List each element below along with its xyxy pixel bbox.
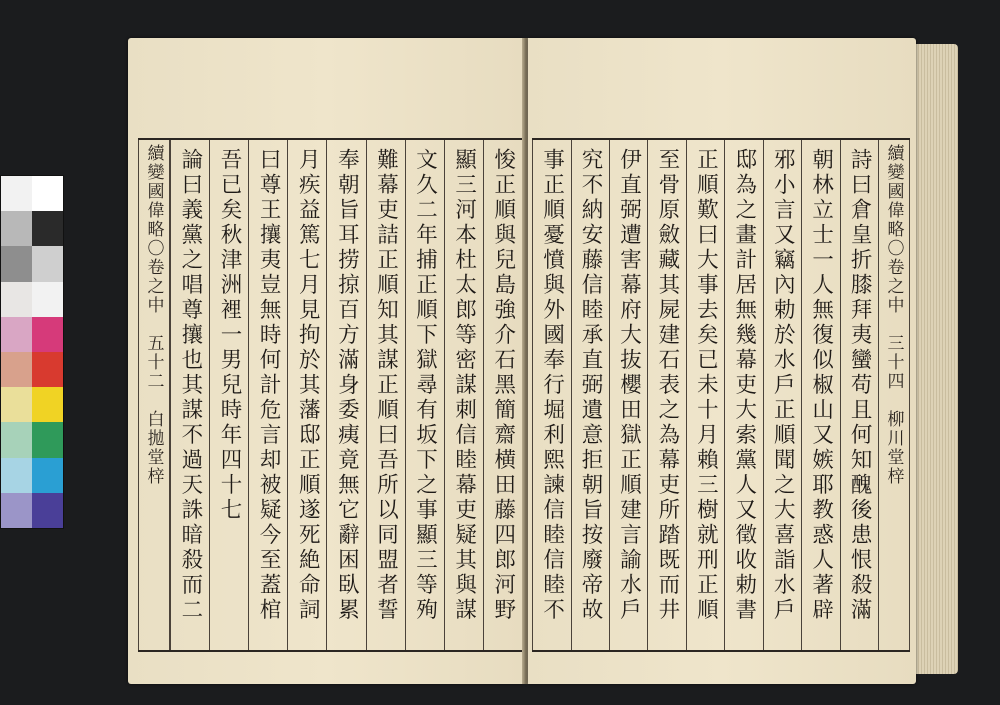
column-text: 難幕吏詰正順知其謀正順曰吾所以同盟者誓	[373, 148, 399, 623]
column-text: 究不納安藤信睦承直弼遺意拒朝旨按廢帝故	[578, 148, 604, 623]
text-column	[405, 140, 444, 650]
text-column	[248, 140, 287, 650]
color-swatch	[32, 176, 63, 211]
text-column	[483, 140, 522, 650]
right-page	[528, 38, 916, 684]
text-column	[840, 140, 878, 650]
color-swatch	[1, 493, 32, 528]
color-swatch	[32, 458, 63, 493]
open-book	[128, 38, 960, 684]
text-column	[366, 140, 405, 650]
banxin-margin	[138, 140, 170, 650]
banxin-margin	[878, 140, 910, 650]
banxin-title: 續變國偉略〇卷之中 三十四 柳川堂梓	[883, 144, 904, 486]
text-column	[647, 140, 685, 650]
color-swatch	[32, 317, 63, 352]
text-column	[763, 140, 801, 650]
column-text: 吾已矣秋津洲裡一男兒時年四十七	[217, 148, 242, 523]
left-page-text-frame	[138, 138, 522, 652]
text-column	[801, 140, 839, 650]
text-column	[686, 140, 724, 650]
color-swatch	[1, 246, 32, 281]
color-swatch	[32, 246, 63, 281]
text-column	[571, 140, 609, 650]
column-text: 文久二年捕正順下獄尋有坂下之事顯三等殉	[412, 148, 438, 623]
column-text: 論曰義黨之唱尊攘也其謀不過天誅暗殺而二	[177, 148, 203, 623]
column-text: 至骨原斂藏其屍建石表之為幕吏所踏既而井	[654, 148, 680, 623]
column-text: 悛正順與兒島強介石黑簡齋横田藤四郎河野	[490, 148, 516, 623]
right-page-text-frame	[532, 138, 910, 652]
color-swatch	[32, 422, 63, 457]
text-column	[724, 140, 762, 650]
text-column	[326, 140, 365, 650]
color-swatch	[1, 422, 32, 457]
column-text: 顯三河本杜太郎等密謀刺信睦幕吏疑其與謀	[451, 148, 477, 623]
color-swatch	[32, 493, 63, 528]
color-swatch	[1, 211, 32, 246]
color-swatch	[1, 458, 32, 493]
color-swatch	[32, 352, 63, 387]
column-text: 曰尊王攘夷豈無時何計危言却被疑今至蓋棺	[256, 148, 282, 623]
column-text: 詩曰倉皇折膝拜夷蠻苟且何知醜後患恨殺滿	[847, 148, 873, 623]
text-column	[287, 140, 326, 650]
text-column	[444, 140, 483, 650]
color-swatch	[32, 282, 63, 317]
column-text: 月疾益篤七月見拘於其藩邸正順遂死絶命詞	[295, 148, 321, 623]
text-column	[532, 140, 570, 650]
color-swatch	[1, 282, 32, 317]
column-text: 正順歎曰大事去矣已未十月賴三樹就刑正順	[693, 148, 719, 623]
column-text: 朝林立士一人無復似椒山又嫉耶教惑人著辟	[808, 148, 834, 623]
text-column	[209, 140, 248, 650]
left-page	[128, 38, 524, 684]
column-text: 邪小言又竊內勅於水戶正順聞之大喜詣水戶	[770, 148, 796, 623]
page-edges	[916, 44, 958, 674]
color-calibration-chart	[0, 175, 64, 529]
color-swatch	[32, 387, 63, 422]
color-swatch	[1, 317, 32, 352]
column-text: 事正順憂憤與外國奉行堀利熙諫信睦信睦不	[539, 148, 565, 623]
column-text: 邸為之畫計居無幾幕吏大索黨人又徵收勅書	[731, 148, 757, 623]
color-swatch	[1, 352, 32, 387]
color-swatch	[32, 211, 63, 246]
column-text: 奉朝旨耳捞掠百方滿身委痍竟無它辭困臥累	[334, 148, 360, 623]
column-text: 伊直弼遭害幕府大抜櫻田獄正順建言諭水戶	[616, 148, 642, 623]
text-column	[609, 140, 647, 650]
text-column	[170, 140, 209, 650]
banxin-title: 續變國偉略〇卷之中 五十二 白拋堂梓	[143, 144, 164, 486]
color-swatch	[1, 176, 32, 211]
color-swatch	[1, 387, 32, 422]
